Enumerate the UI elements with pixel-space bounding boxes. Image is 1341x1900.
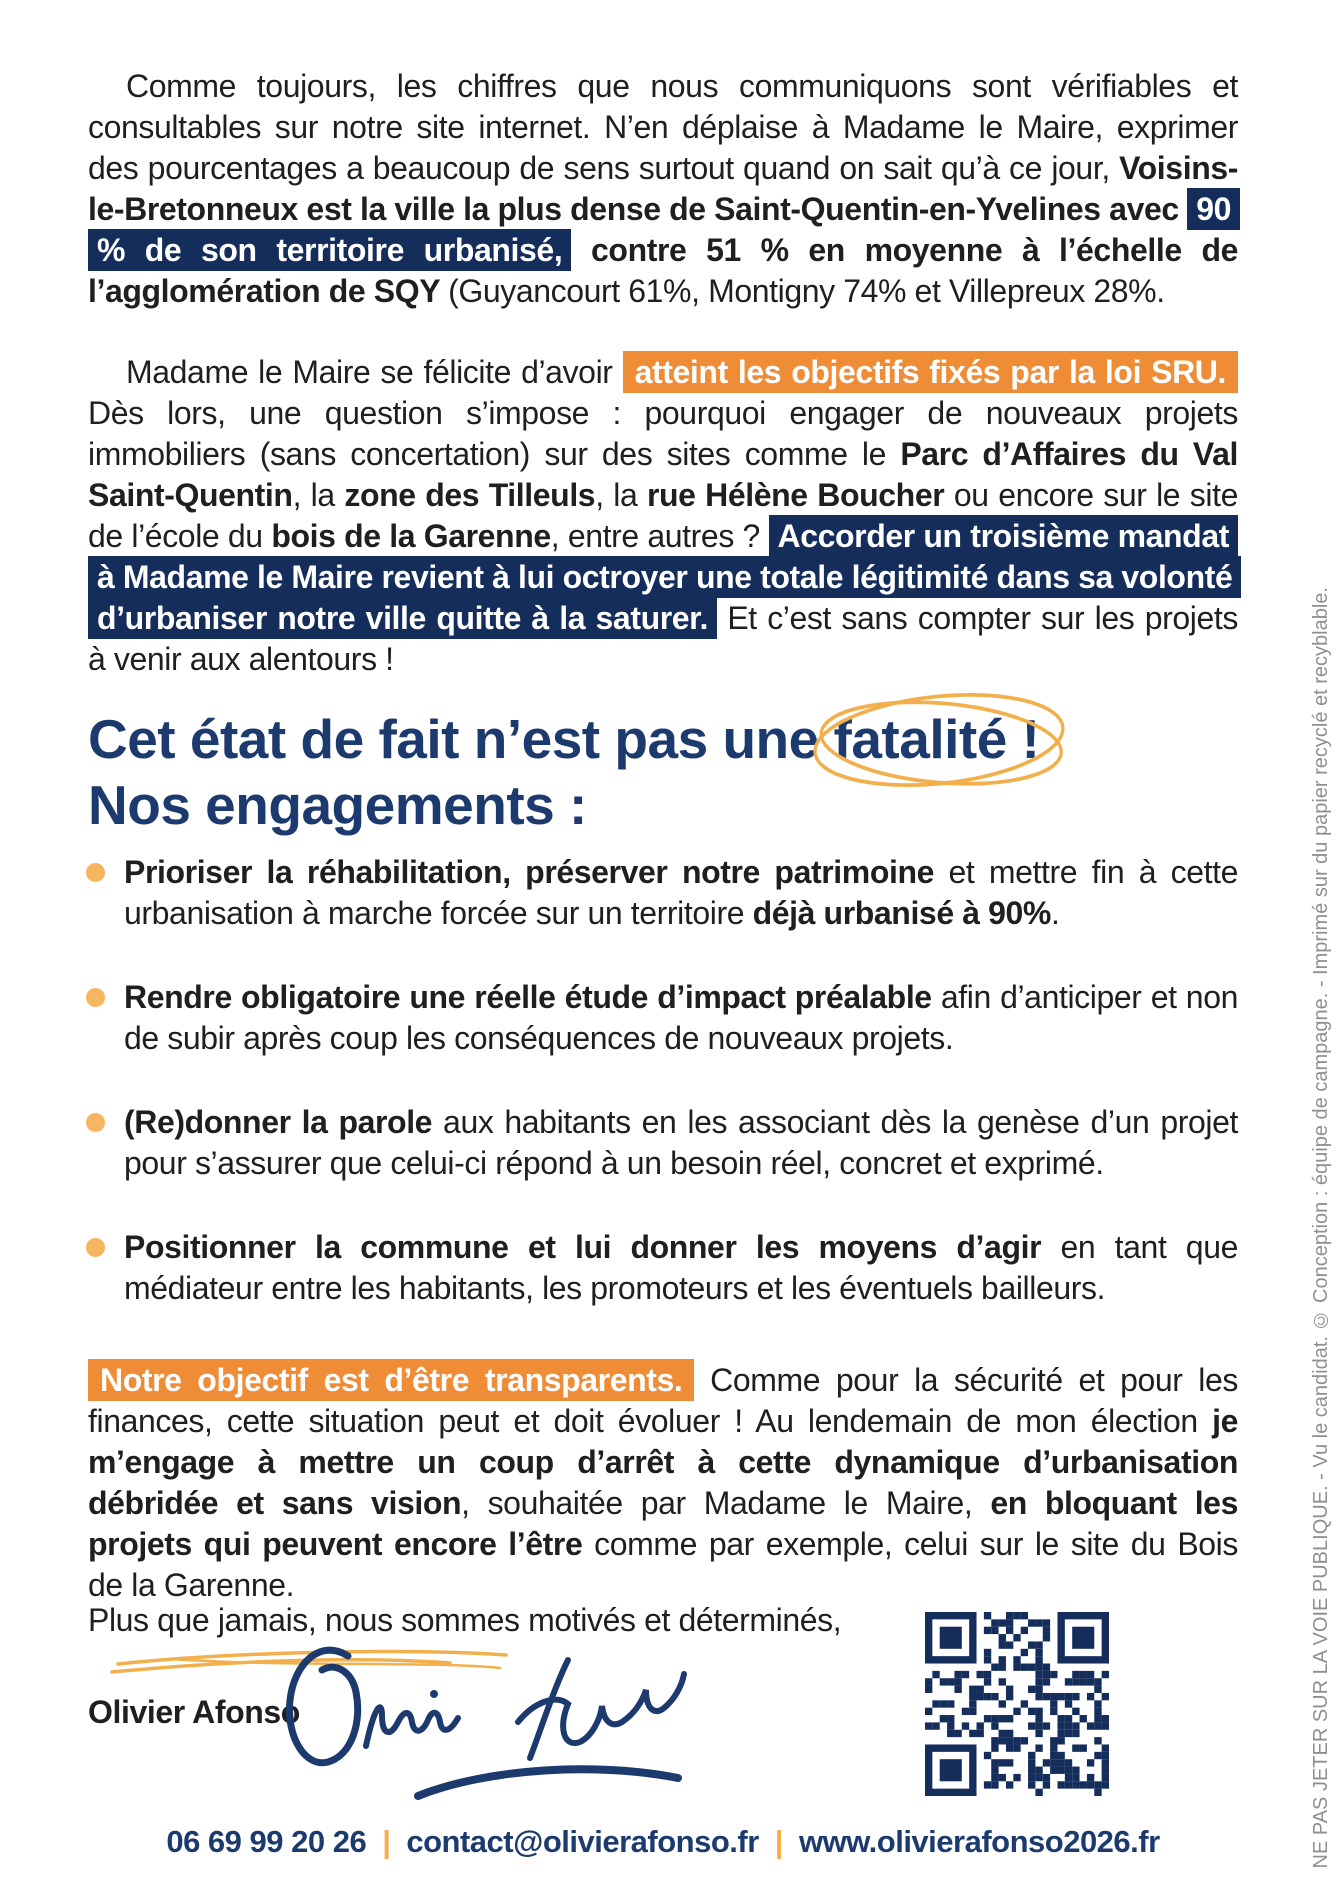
bullet-icon <box>86 1113 105 1132</box>
circled-word <box>834 706 1040 772</box>
text-bold: en bloquant les projets qui peuvent encore l’être <box>88 1485 1238 1562</box>
text-segment: ou encore sur le site de l’école du <box>88 477 1238 554</box>
text-segment: , la <box>595 477 647 513</box>
orange-highlight-sru: atteint les objectifs fixés par la loi SRU. <box>623 351 1238 393</box>
signoff-line: Plus que jamais, nous sommes motivés et déterminés, <box>88 1602 842 1638</box>
text-segment: Madame le Maire se félicite d’avoir <box>126 354 623 390</box>
list-item <box>88 852 1238 934</box>
bullet-text: . <box>1050 895 1060 931</box>
bullet-icon <box>86 1238 105 1257</box>
page-title <box>88 706 1308 838</box>
bullet-icon <box>86 988 105 1007</box>
navy-highlight-90-percent: 90 % de son territoire urbanisé, <box>88 188 1240 271</box>
bullet-text: aux habitants en les associant dès la genèse d’un projet pour s’assurer que celui-ci répond à un besoin réel, concret et exprimé. <box>124 1104 1238 1181</box>
bullet-text: en tant que médiateur entre les habitants, les promoteurs et les éventuels bailleurs. <box>124 1229 1238 1306</box>
title-text-circled: fatalité ! <box>833 708 1040 770</box>
text-segment: Dès lors, une question s’impose : pourquoi engager de nouveaux projets immobiliers (sans concertation) sur des sites comme le <box>88 395 1238 472</box>
bullet-icon <box>86 863 105 882</box>
qr-code[interactable] <box>925 1612 1109 1796</box>
list-item <box>88 977 1238 1059</box>
bullet-lead: Prioriser la réhabilitation, préserver notre patrimoine <box>124 854 935 890</box>
paragraph-transparency <box>88 1360 1238 1606</box>
text-segment: Et c’est sans compter sur les projets à venir aux alentours ! <box>88 600 1238 677</box>
text-bold: contre 51 % en moyenne à l’échelle de l’agglomération de SQY <box>88 232 1238 309</box>
text-segment: , entre autres ? <box>550 518 769 554</box>
bullet-lead: Rendre obligatoire une réelle étude d’impact préalable <box>124 979 932 1015</box>
list-item <box>88 1227 1238 1309</box>
bullet-text: afin d’anticiper et non de subir après coup les conséquences de nouveaux projets. <box>124 979 1238 1056</box>
text-segment: (Guyancourt 61%, Montigny 74% et Villepreux 28%. <box>448 273 1165 309</box>
text-segment: Comme pour la sécurité et pour les finances, cette situation peut et doit évoluer ! Au lendemain de mon élection <box>88 1362 1238 1439</box>
text-bold: je m’engage à mettre un coup d’arrêt à cette dynamique d’urbanisation débridée et sans vision <box>88 1403 1238 1521</box>
title-line-2: Nos engagements : <box>88 774 587 836</box>
signature-icon <box>268 1636 698 1811</box>
footer-contact <box>88 1824 1238 1860</box>
text-segment: , souhaitée par Madame le Maire, <box>461 1485 991 1521</box>
text-segment: Comme toujours, les chiffres que nous communiquons sont vérifiables et consultables sur notre site internet. N’en déplaise à Madame le Maire, exprimer des pourcentages a beaucoup de sens surtout quand on sait qu’à ce jour, <box>88 68 1238 186</box>
text-bold: zone des Tilleuls <box>344 477 596 513</box>
text-bold: Voisins-le-Bretonneux est la ville la plus dense de Saint-Quentin-en-Yvelines avec <box>88 150 1238 227</box>
separator: | <box>382 1824 391 1859</box>
website-link[interactable]: www.olivierafonso2026.fr <box>798 1824 1160 1859</box>
commitments-list <box>88 852 1238 1352</box>
candidate-name: Olivier Afonso <box>88 1694 300 1730</box>
phone-number: 06 69 99 20 26 <box>166 1824 367 1859</box>
bullet-bold: déjà urbanisé à 90% <box>752 895 1051 931</box>
navy-highlight-mandat: Accorder un troisième mandat à Madame le Maire revient à lui octroyer une totale légitimité dans sa volonté d’urbaniser notre ville quitte à la saturer. <box>88 515 1241 639</box>
title-text: Cet état de fait n’est pas une <box>88 708 834 770</box>
separator: | <box>774 1824 783 1859</box>
text-bold: rue Hélène Boucher <box>646 477 945 513</box>
bullet-lead: Positionner la commune et lui donner les moyens d’agir <box>124 1229 1042 1265</box>
text-bold: Parc d’Affaires du Val Saint-Quentin <box>88 436 1238 513</box>
paragraph-statistics <box>88 66 1238 312</box>
orange-highlight-objectif: Notre objectif est d’être transparents. <box>88 1359 694 1401</box>
text-segment: comme par exemple, celui sur le site du Bois de la Garenne. <box>88 1526 1238 1603</box>
bullet-text: et mettre fin à cette urbanisation à marche forcée sur un territoire <box>124 854 1238 931</box>
bullet-lead: (Re)donner la parole <box>124 1104 433 1140</box>
email-link[interactable]: contact@olivierafonso.fr <box>406 1824 759 1859</box>
list-item <box>88 1102 1238 1184</box>
legal-side-note: NE PAS JETER SUR LA VOIE PUBLIQUE. - Vu le candidat. © Conception : équipe de campagne. - Imprimé sur du papier recyclé et recyblable. <box>1310 586 1332 1868</box>
text-bold: bois de la Garenne <box>271 518 551 554</box>
text-segment: , la <box>292 477 345 513</box>
paragraph-sru-law <box>88 352 1238 680</box>
title-line-1 <box>88 706 1308 772</box>
